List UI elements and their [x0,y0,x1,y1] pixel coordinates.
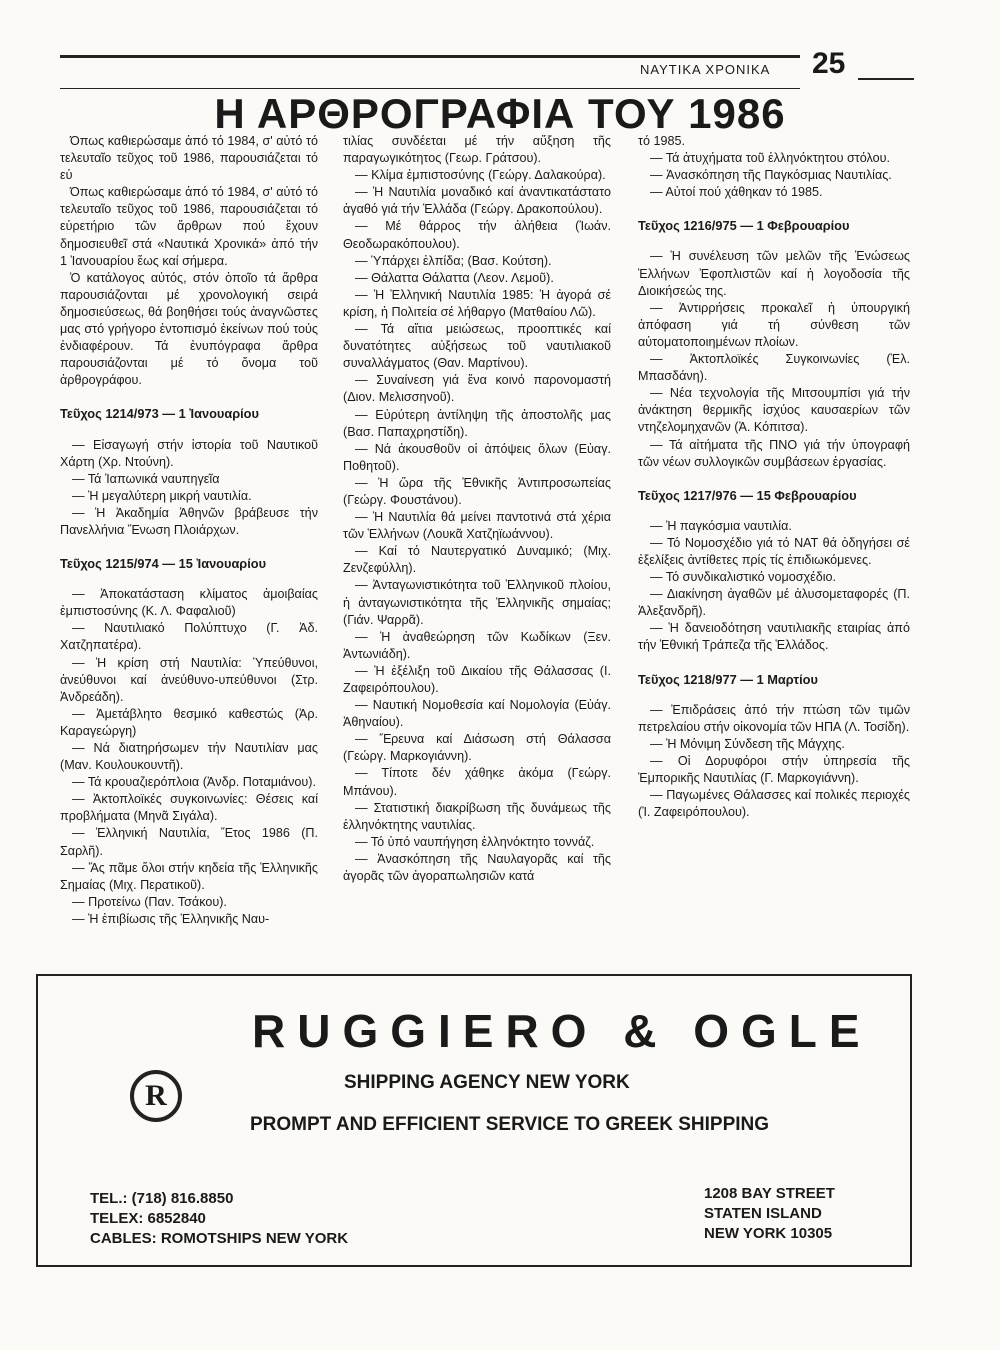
article-entry: — Εἰσαγωγή στήν ἱστορία τοῦ Ναυτικοῦ Χάρτη (Χρ. Ντούνη). [60,437,318,469]
ad-tagline: PROMPT AND EFFICIENT SERVICE TO GREEK SHIPPING [250,1114,770,1135]
article-entry: — Ἀμετάβλητο θεσμικό καθεστώς (Ἀρ. Καραγεώργη) [60,706,318,738]
article-entry: — Ἐλληνική Ναυτιλία, Ἔτος 1986 (Π. Σαρλῆ). [60,826,318,858]
header-rule [60,55,800,58]
column-2 [343,133,611,885]
ad-contact [90,1189,348,1249]
article-entry: — Ἀνασκόπηση τῆς Ναυλαγορᾶς καί τῆς ἀγορᾶς τῶν ἀγοραπωλησιῶν κατά [343,851,611,884]
article-entry: — Νά ἀκουσθοῦν οἱ ἀπόψεις ὅλων (Εὐαγ. Ποθητοῦ). [343,441,611,473]
article-entry: — Μέ θάρρος τήν ἀλήθεια (Ἰωάν. Θεοδωρακόπουλου). [343,219,611,251]
article-entry: — Ἡ ὥρα τῆς Ἐθνικῆς Ἀντιπροσωπείας (Γεώργ. Φουστάνου). [343,475,611,507]
issue-heading: Τεῦχος 1214/973 — 1 Ἰανουαρίου [60,406,259,422]
header-rule-right [858,78,914,80]
header-underline [60,88,800,89]
article-entry: — Καί τό Ναυτεργατικό Δυναμικό; (Μιχ. Ζενζεφύλλη). [343,544,611,576]
page-number: 25 [812,47,846,80]
article-entry: — Τό συνδικαλιστικό νομοσχέδιο. [650,570,837,585]
article-entry: — Ἡ ἐπιβίωσις τῆς Ἑλληνικῆς Ναυ- [72,911,270,926]
article-entry: — Ὑπάρχει ἐλπίδα; (Βασ. Κούτση). [355,253,552,268]
ad-telephone: TEL.: (718) 816.8850 [90,1190,234,1207]
advertisement [36,974,912,1267]
article-entry: — Ἡ παγκόσμια ναυτιλία. [650,518,792,533]
ad-city: STATEN ISLAND [704,1205,822,1222]
article-entry: — Διακίνηση ἀγαθῶν μέ ἀλυσομεταφορές (Π. Ἀλεξανδρῆ). [638,587,910,619]
article-entry: — Εὐρύτερη ἀντίληψη τῆς ἀποστολῆς μας (Βασ. Παπαχρηστίδη). [343,407,611,439]
article-entry: — Ἄς πᾶμε ὅλοι στήν κηδεία τῆς Ἑλληνικῆς Σημαίας (Μιχ. Περατικοῦ). [60,860,318,892]
intro-paragraph: Ὁ κατάλογος αὐτός, στόν ὁποῖο τά ἄρθρα παρουσιάζονται μέ χρονολογική σειρά δημοσιεύσεως, θά βοηθήσει τούς ἀναγνῶστες μας στό γρήγορο ἐντοπισμό ἐκείνων πού τούς ἐνδιαφέρουν. Τά ἐνυπόγραφα ἄρθρα παρουσιάζονται μέ τό ὄνομα τοῦ ἀρθρογράφου. [60,270,318,388]
article-entry: — Θάλαττα Θάλαττα (Λεον. Λεμοῦ). [355,270,554,285]
article-entry: — Ἐπιδράσεις ἀπό τήν πτώση τῶν τιμῶν πετρελαίου στήν οἰκονομία τῶν ΗΠΑ (Λ. Τοσίδη). [638,702,910,734]
article-entry: — Τά αἴτια μειώσεως, προοπτικές καί δυνατότητες αὐξήσεως τοῦ ναυτιλιακοῦ συναλλάγματος (Θαν. Μαρτίνου). [343,322,611,371]
article-entry: — Τό ὑπό ναυπήγηση ἑλληνόκτητο τοννάζ. [355,834,595,849]
ad-cables: CABLES: ROMOTSHIPS NEW YORK [90,1230,349,1247]
ad-address [704,1184,835,1244]
article-entry: — Ἡ Ναυτιλία θά μείνει παντοτινά στά χέρια τῶν Ἑλλήνων (Λουκᾶ Χατζηϊωάννου). [343,510,611,542]
article-entry: — Ἀνταγωνιστικότητα τοῦ Ἑλληνικοῦ πλοίου, ἡ ἀνταγωνιστικότητα τῆς Ἑλληνικῆς σημαίας; (Γιάν. Ψαρρᾶ). [343,578,611,627]
ad-street: 1208 BAY STREET [704,1185,835,1202]
article-entry: — Ἀκτοπλοϊκές Συγκοινωνίες (Ἑλ. Μπασδάνη). [638,352,910,384]
article-entry: — Ἡ ἀναθεώρηση τῶν Κωδίκων (Ξεν. Ἀντωνιάδη). [343,629,611,661]
article-entry: — Ἀποκατάσταση κλίματος ἀμοιβαίας ἐμπιστοσύνης (Κ. Λ. Φαφαλιοῦ) [60,587,318,619]
issue-heading: Τεῦχος 1218/977 — 1 Μαρτίου [638,671,818,687]
article-entry: — Ναυτιλιακό Πολύπτυχο (Γ. Ἀδ. Χατζηπατέρα). [60,621,318,653]
article-entry: — Νά διατηρήσωμεν τήν Ναυτιλίαν μας (Μαν. Κουλουκουντῆ). [60,741,318,773]
article-entry: τιλίας συνδέεται μέ τήν αὔξηση τῆς παραγωγικότητος (Γεωρ. Γράτσου). [343,134,611,166]
issue-heading: Τεῦχος 1217/976 — 15 Φεβρουαρίου [638,487,857,503]
registered-logo-icon: R [130,1070,182,1122]
article-entry: — Τά ἀτυχήματα τοῦ ἑλληνόκτητου στόλου. [650,151,890,166]
article-entry: — Τά κρουαζιερόπλοια (Ἀνδρ. Ποταμιάνου). [72,775,316,790]
article-entry: — Στατιστική διακρίβωση τῆς δυνάμεως τῆς ἑλληνόκτητης ναυτιλίας. [343,800,611,832]
article-entry: τό 1985. [638,134,685,148]
article-entry: — Οἱ Δορυφόροι στήν ὑπηρεσία τῆς Ἐμπορικῆς Ναυτιλίας (Γ. Μαρκογιάννη). [638,753,910,785]
article-columns [60,133,920,968]
article-entry: — Συναίνεση γιά ἕνα κοινό παρονομαστή (Διον. Μελισσηνοῦ). [343,373,611,405]
issue-heading: Τεῦχος 1215/974 — 15 Ἰανουαρίου [60,556,267,572]
issue-heading: Τεῦχος 1216/975 — 1 Φεβρουαρίου [638,218,850,234]
article-entry: — Αὐτοί πού χάθηκαν τό 1985. [650,185,823,200]
article-entry: — Ἔρευνα καί Διάσωση στή Θάλασσα (Γεώργ. Μαρκογιάννη). [343,732,611,764]
running-head: ΝΑΥΤΙΚΑ ΧΡΟΝΙΚΑ [640,62,771,77]
article-entry: — Τίποτε δέν χάθηκε ἀκόμα (Γεώργ. Μπάνου). [343,766,611,798]
article-entry: — Κλίμα ἐμπιστοσύνης (Γεώργ. Δαλακούρα). [355,168,606,183]
article-entry: — Ἡ κρίση στή Ναυτιλία: Ὑπεύθυνοι, ἀνεύθυνοι καί ἀνεύθυνο-υπεύθυνοι (Στρ. Ἀνδρεάδη). [60,655,318,704]
article-entry: — Ἡ Ναυτιλία μοναδικό καί ἀναντικατάστατο ἀγαθό γιά τήν Ἑλλάδα (Γεώργ. Δρακοπούλου). [343,185,611,217]
article-entry: — Τά αἰτήματα τῆς ΠΝΟ γιά τήν ὑπογραφή τῶν νέων συλλογικῶν συμβάσεων ἐργασίας. [638,437,910,469]
article-entry: — Τά Ἰαπωνικά ναυπηγεῖα [72,471,220,486]
article-entry: — Ναυτική Νομοθεσία καί Νομολογία (Εὐάγ. Ἀθηναίου). [343,698,611,730]
intro-paragraph: Όπως καθιερώσαμε ἀπό τό 1984, σ' αὐτό τό τελευταῖο τεῦχος τοῦ 1986, παρουσιάζεται τό εὑρετήριο τῶν ἄρθρων πού ἔχουν δημοσιευθεῖ στά «Ναυτικά Χρονικά» ἀπό τήν 1 Ἰανουαρίου ἕως καί σήμερα. [60,185,318,268]
ad-company-name: RUGGIERO & OGLE [252,1005,872,1057]
article-entry: — Ἡ Ἑλληνική Ναυτιλία 1985: Ἡ ἀγορά σέ κρίση, ἡ Πολιτεία σέ λήθαργο (Ματθαίου Λῶ). [343,287,611,319]
article-entry: — Ἡ ἐξέλιξη τοῦ Δικαίου τῆς Θάλασσας (Ι. Ζαφειρόπουλου). [343,663,611,695]
intro-paragraph: Όπως καθιερώσαμε ἀπό τό 1984, σ' αὐτό τό τελευταῖο τεῦχος τοῦ 1986, παρουσιάζεται τό εὑ [60,134,318,183]
article-entry: — Ἡ συνέλευση τῶν μελῶν τῆς Ἑνώσεως Ἑλλήνων Ἐφοπλιστῶν καί ἡ λογοδοσία τῆς Διοικήσεώς της. [638,249,910,298]
article-entry: — Ἡ Μόνιμη Σύνδεση τῆς Μάγχης. [650,736,845,751]
page-title: Η ΑΡΘΡΟΓΡΑΦΙΑ ΤΟΥ 1986 [214,90,786,137]
article-entry: — Ἀνασκόπηση τῆς Παγκόσμιας Ναυτιλίας. [650,168,892,183]
article-entry: — Ἡ Ἀκαδημία Ἀθηνῶν βράβευσε τήν Πανελλήνια Ἕνωση Πλοιάρχων. [60,505,318,537]
column-3 [638,133,910,821]
article-entry: — Ἀντιρρήσεις προκαλεῖ ἡ ὑπουργική ἀπόφαση γιά τή σύνθεση τῶν αὐτοματοποιημένων πλοίων. [638,300,910,349]
article-entry: — Ἡ μεγαλύτερη μικρή ναυτιλία. [72,488,252,503]
article-entry: — Προτείνω (Παν. Τσάκου). [72,894,227,909]
article-entry: — Παγωμένες Θάλασσες καί πολικές περιοχές (Ἰ. Ζαφειρόπουλου). [638,788,910,820]
ad-telex: TELEX: 6852840 [90,1210,206,1227]
ad-subtitle: SHIPPING AGENCY NEW YORK [344,1072,630,1093]
article-entry: — Νέα τεχνολογία τῆς Μιτσουμπίσι γιά τήν ἀνάκτηση θερμικῆς ἰσχύος καυσαερίων τῶν ντηζελομηχανῶν (Ἀ. Κόπιτσα). [638,386,910,435]
article-entry: — Ἀκτοπλοϊκές συγκοινωνίες: Θέσεις καί προβλήματα (Μηνᾶ Σιγάλα). [60,792,318,824]
ad-state: NEW YORK 10305 [704,1225,833,1242]
column-1 [60,133,318,928]
article-entry: — Τό Νομοσχέδιο γιά τό ΝΑΤ θά ὁδηγήσει σέ ἐξελίξεις ἀντίθετες πρίς τίς ἐπιδιωκόμενες. [638,535,910,567]
article-entry: — Ἡ δανειοδότηση ναυτιλιακῆς εταιρίας ἀπό τήν Ἐθνική Τράπεζα τῆς Ἑλλάδος. [638,621,910,653]
